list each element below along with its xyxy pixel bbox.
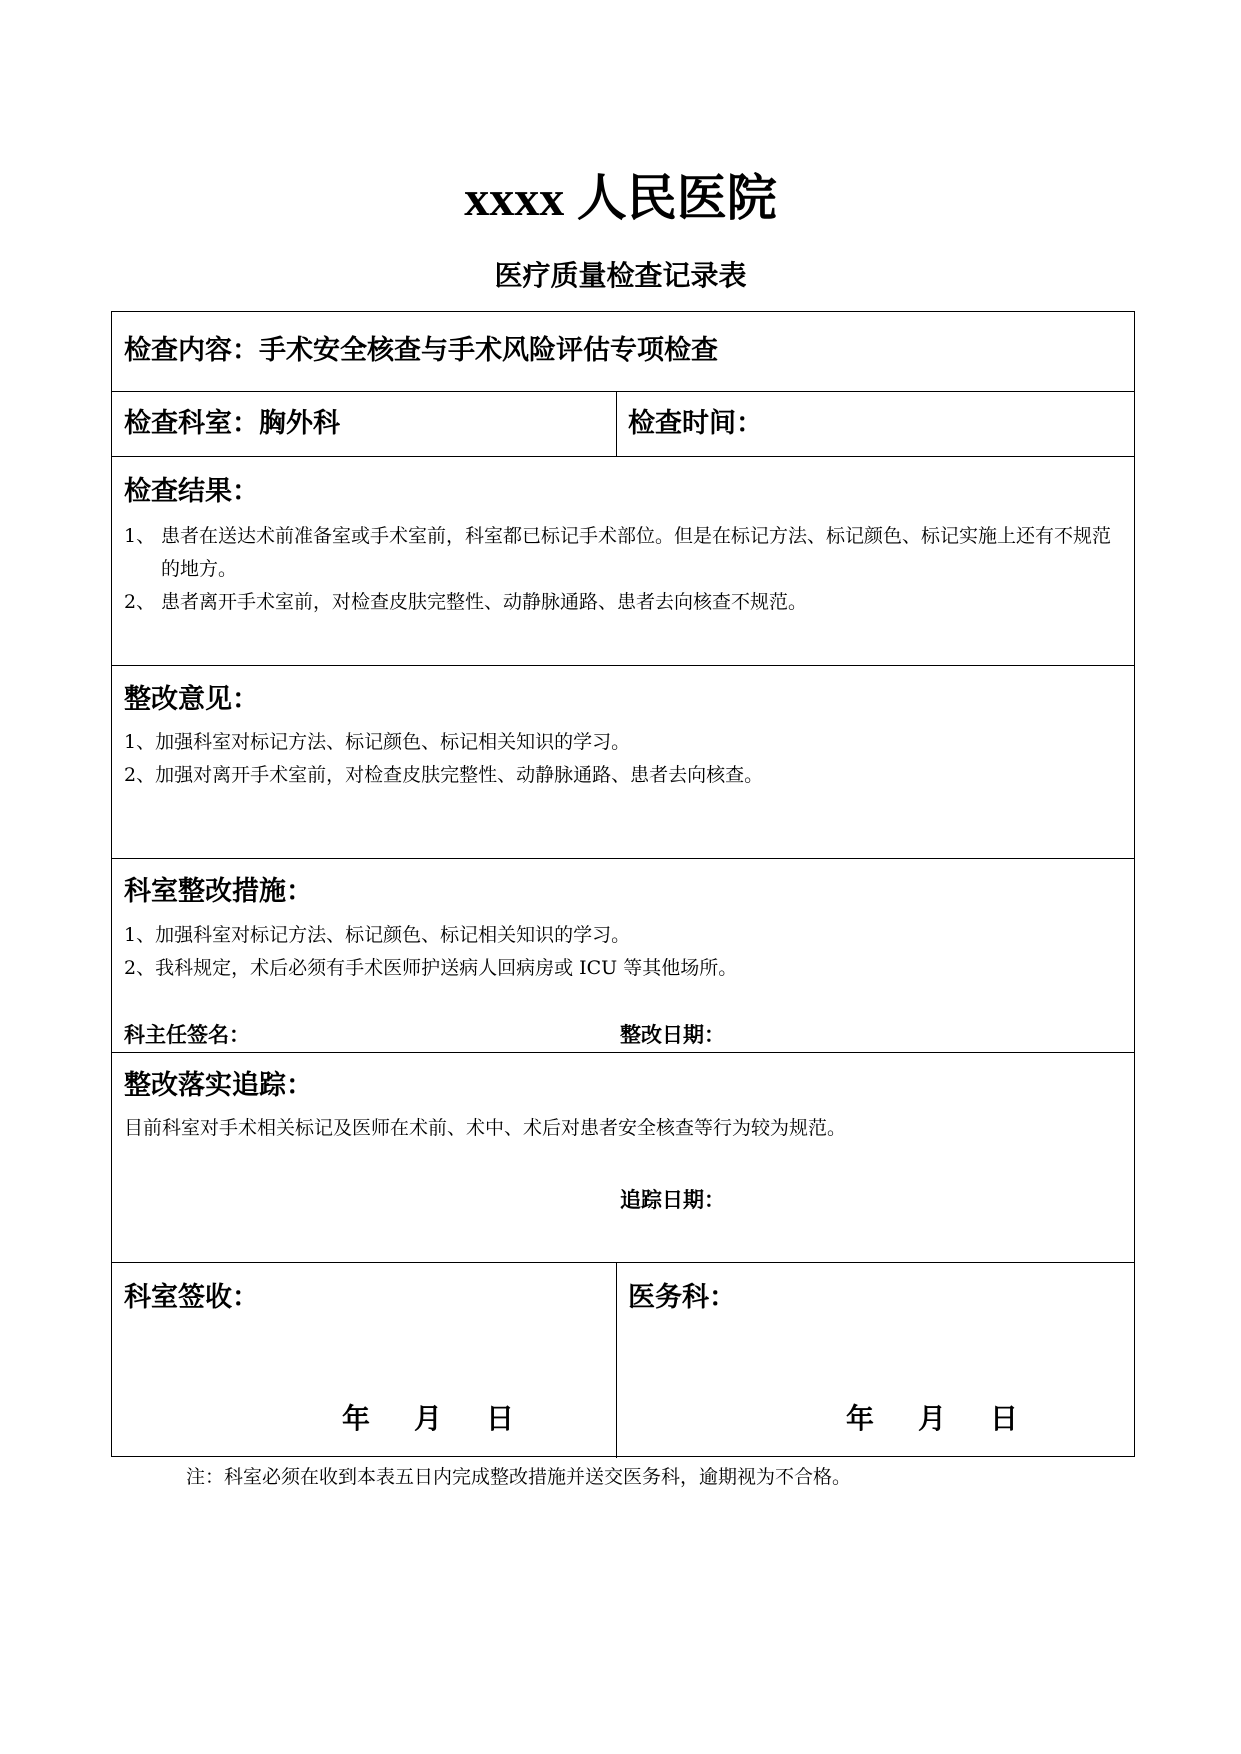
director-signature-label: 科主任签名：	[124, 1023, 250, 1047]
medical-affairs-label: 医务科：	[628, 1282, 736, 1313]
department-signoff-date: 年 月 日	[342, 1402, 515, 1435]
tracking-date-label: 追踪日期：	[620, 1188, 725, 1212]
column-divider	[616, 1262, 617, 1458]
footer-note: 注：科室必须在收到本表五日内完成整改措施并送交医务科，逾期视为不合格。	[186, 1466, 852, 1488]
column-divider	[616, 391, 617, 457]
row-divider	[112, 456, 1134, 457]
row-divider	[112, 391, 1134, 392]
inspection-form	[111, 311, 1135, 1457]
row-divider	[112, 1262, 1134, 1263]
results-list	[124, 520, 1124, 619]
row-divider	[112, 665, 1134, 666]
form-subtitle: 医疗质量检查记录表	[494, 259, 747, 292]
list-item: 2、 加强对离开手术室前，对检查皮肤完整性、动静脉通路、患者去向核查。	[124, 764, 764, 786]
rectification-date-label: 整改日期：	[620, 1023, 725, 1047]
inspection-content: 检查内容：手术安全核查与手术风险评估专项检查	[124, 335, 718, 366]
department-signoff-label: 科室签收：	[124, 1282, 259, 1313]
hospital-title: xxxx 人民医院	[464, 170, 777, 226]
measures-list	[124, 919, 1124, 985]
row-divider	[112, 858, 1134, 859]
list-item: 1、 加强科室对标记方法、标记颜色、标记相关知识的学习。	[124, 731, 631, 753]
list-item: 2、 我科规定，术后必须有手术医师护送病人回病房或 ICU 等其他场所。	[124, 957, 738, 979]
list-item: 1、 患者在送达术前准备室或手术室前，科室都已标记手术部位。但是在标记方法、标记颜色、标记实施上还有不规范的地方。	[124, 525, 1112, 580]
list-item: 2、 患者离开手术室前，对检查皮肤完整性、动静脉通路、患者去向核查不规范。	[124, 591, 808, 613]
inspection-department: 检查科室：胸外科	[124, 408, 340, 439]
tracking-label: 整改落实追踪：	[124, 1070, 313, 1101]
row-divider	[112, 1052, 1134, 1053]
tracking-text: 目前科室对手术相关标记及医师在术前、术中、术后对患者安全核查等行为较为规范。	[124, 1117, 847, 1139]
medical-affairs-date: 年 月 日	[846, 1402, 1019, 1435]
opinions-list	[124, 726, 1124, 792]
list-item: 1、 加强科室对标记方法、标记颜色、标记相关知识的学习。	[124, 924, 631, 946]
results-label: 检查结果：	[124, 476, 259, 507]
measures-label: 科室整改措施：	[124, 876, 313, 907]
opinions-label: 整改意见：	[124, 684, 259, 715]
inspection-time-label: 检查时间：	[628, 408, 763, 439]
